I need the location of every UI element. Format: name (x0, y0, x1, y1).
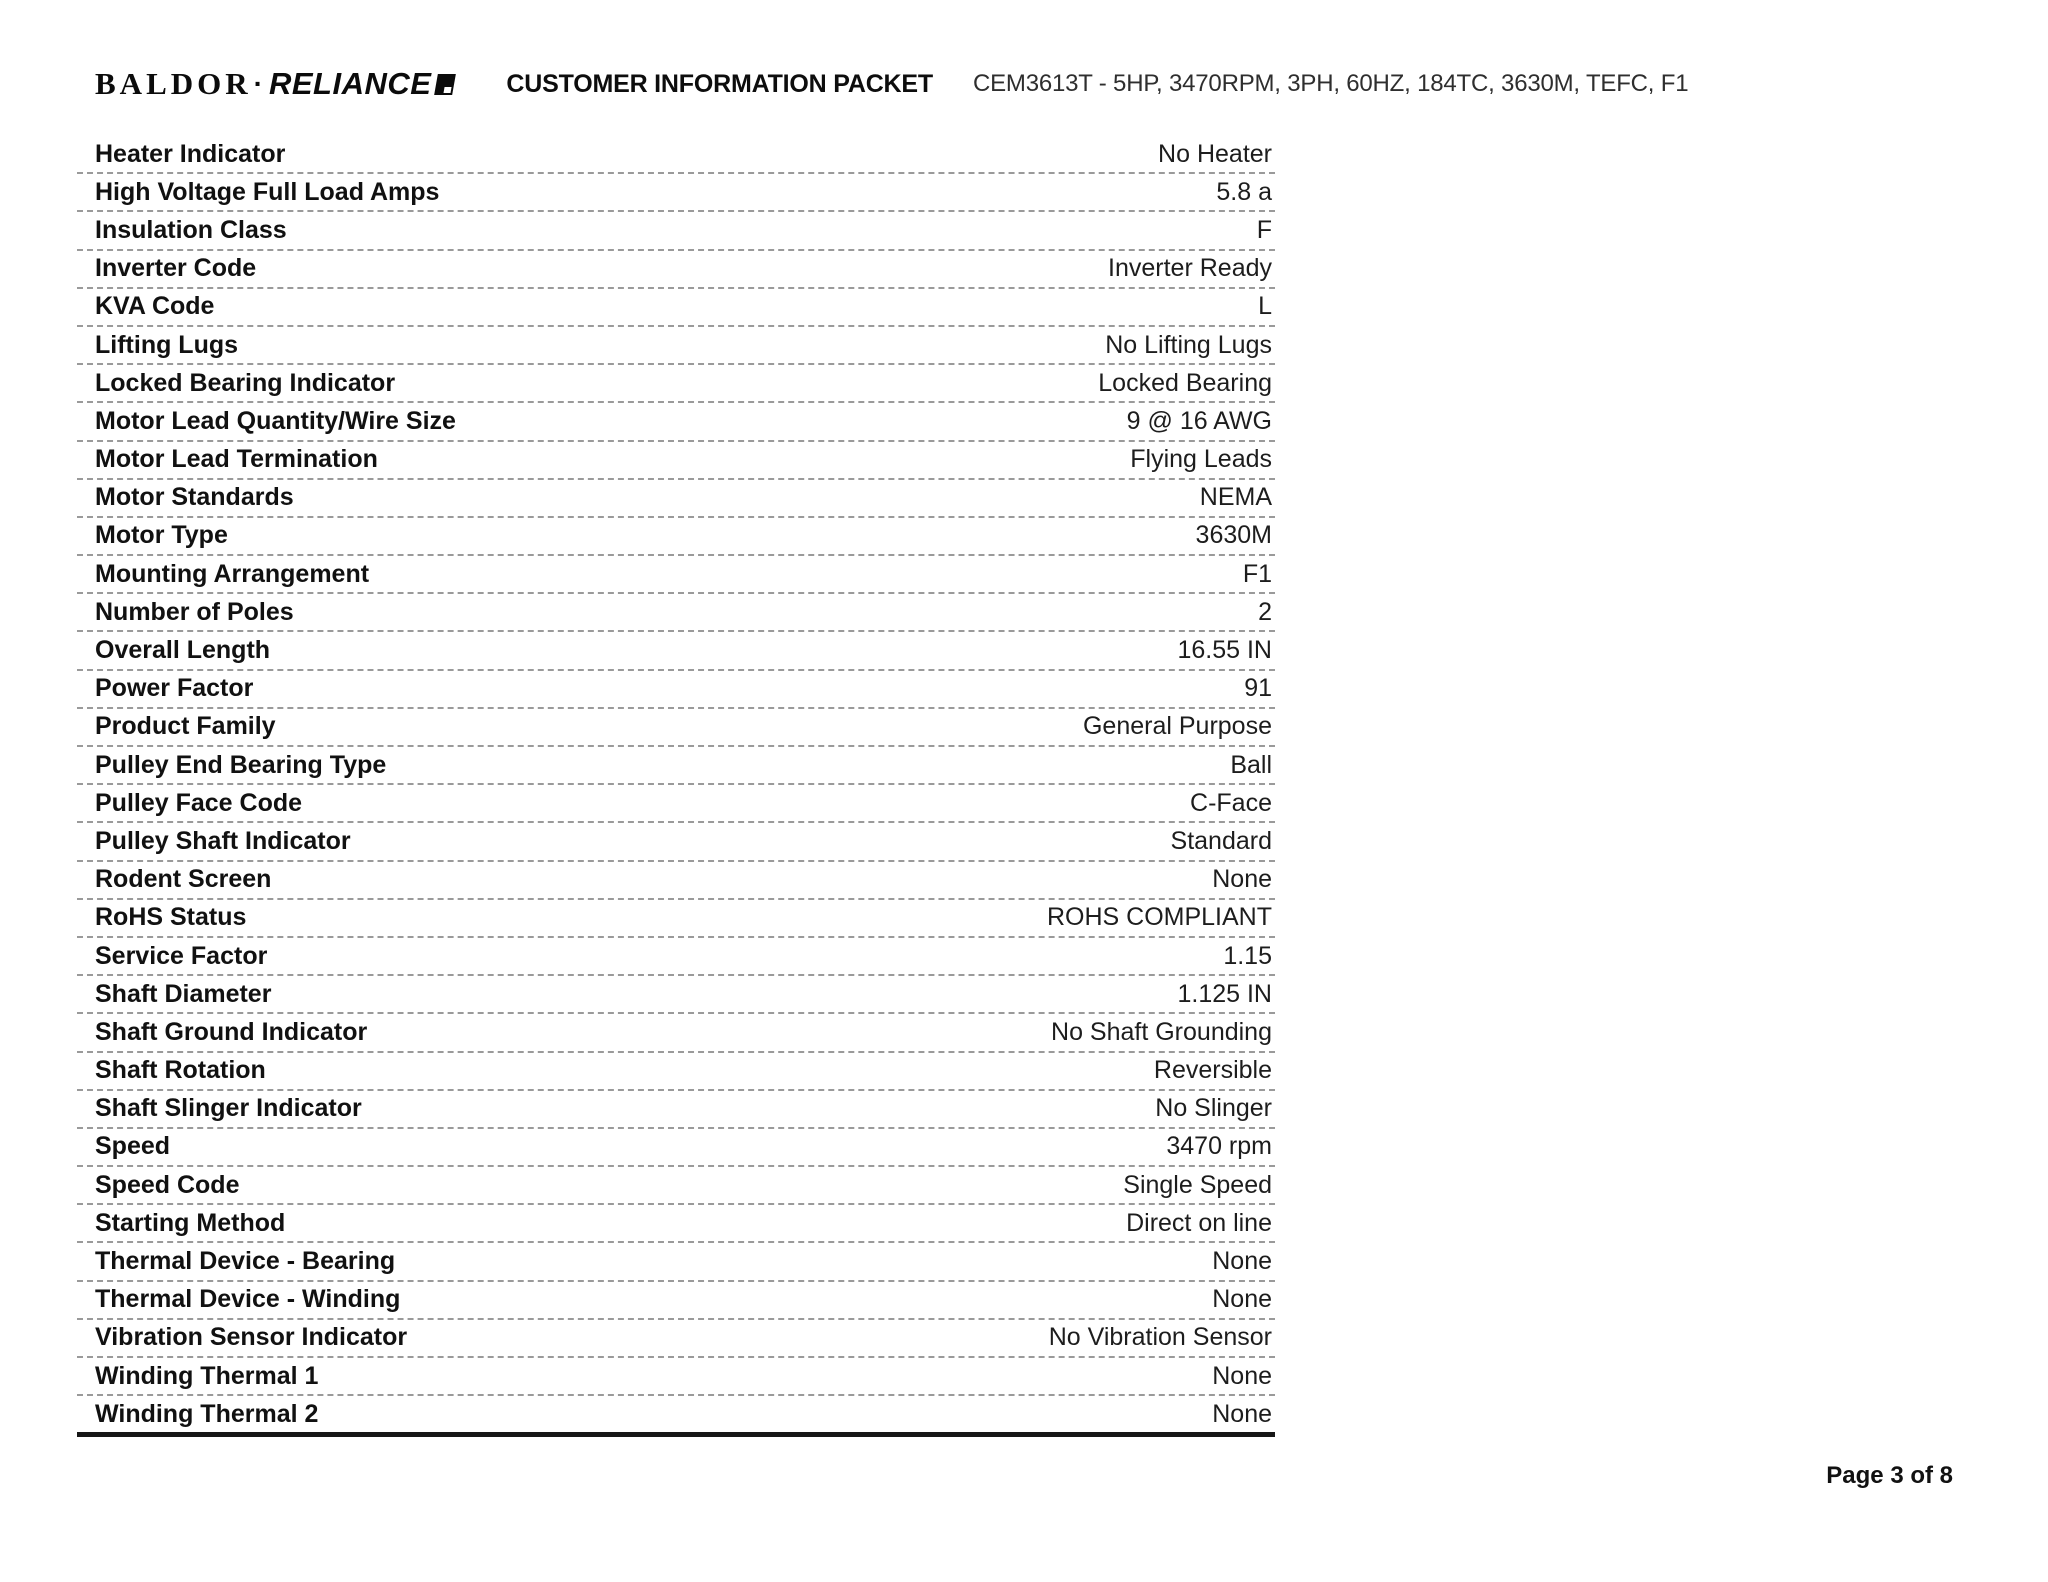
table-row (77, 403, 1275, 441)
row-label: Thermal Device - Bearing (95, 1247, 396, 1276)
row-value: Reversible (1153, 1056, 1272, 1085)
row-value: None (1212, 1361, 1272, 1390)
table-row (77, 747, 1275, 785)
row-label: Heater Indicator (95, 139, 286, 168)
row-label: KVA Code (95, 292, 215, 321)
table-row (77, 327, 1275, 365)
table-row (77, 289, 1275, 327)
row-value: 2 (1258, 597, 1272, 626)
row-label: Motor Type (95, 521, 228, 550)
table-row (77, 900, 1275, 938)
table-row (77, 1205, 1275, 1243)
row-value: No Shaft Grounding (1051, 1017, 1272, 1046)
logo-reliance-text: RELIANCE (268, 66, 432, 101)
row-label: Pulley End Bearing Type (95, 750, 387, 779)
table-row (77, 823, 1275, 861)
row-value: None (1212, 1247, 1272, 1276)
row-label: Motor Lead Termination (95, 445, 378, 474)
row-label: Shaft Ground Indicator (95, 1017, 368, 1046)
row-value: 91 (1244, 674, 1272, 703)
table-row (77, 594, 1275, 632)
row-value: None (1212, 1285, 1272, 1314)
row-value: Direct on line (1126, 1208, 1272, 1237)
row-label: Product Family (95, 712, 276, 741)
row-label: Lifting Lugs (95, 330, 239, 359)
row-value: None (1212, 865, 1272, 894)
row-value: Flying Leads (1130, 445, 1272, 474)
table-row (77, 136, 1275, 174)
row-value: NEMA (1199, 483, 1272, 512)
row-label: Mounting Arrangement (95, 559, 370, 588)
table-row (77, 785, 1275, 823)
row-value: 5.8 a (1216, 177, 1272, 206)
table-row (77, 1320, 1275, 1358)
row-value: F1 (1242, 559, 1272, 588)
row-value: L (1258, 292, 1272, 321)
row-label: Shaft Rotation (95, 1056, 266, 1085)
table-row (77, 1358, 1275, 1396)
row-label: Motor Lead Quantity/Wire Size (95, 406, 456, 435)
row-label: High Voltage Full Load Amps (95, 177, 440, 206)
table-row (77, 1053, 1275, 1091)
table-row (77, 480, 1275, 518)
row-label: Motor Standards (95, 483, 294, 512)
table-row (77, 1167, 1275, 1205)
logo-baldor-text: BALDOR (95, 66, 252, 101)
row-label: Pulley Shaft Indicator (95, 826, 351, 855)
table-row (77, 556, 1275, 594)
table-row (77, 212, 1275, 250)
row-label: Shaft Slinger Indicator (95, 1094, 362, 1123)
row-value: F (1256, 215, 1272, 244)
row-label: Overall Length (95, 636, 271, 665)
row-value: No Slinger (1155, 1094, 1272, 1123)
row-value: No Heater (1158, 139, 1272, 168)
table-row (77, 174, 1275, 212)
row-label: Thermal Device - Winding (95, 1285, 401, 1314)
row-label: Pulley Face Code (95, 788, 303, 817)
table-row (77, 1282, 1275, 1320)
row-label: Insulation Class (95, 215, 287, 244)
row-label: Inverter Code (95, 254, 257, 283)
product-spec-line: CEM3613T - 5HP, 3470RPM, 3PH, 60HZ, 184TC, 3630M, TEFC, F1 (972, 70, 1689, 97)
row-label: Number of Poles (95, 597, 294, 626)
row-value: Inverter Ready (1108, 254, 1272, 283)
spec-table (77, 136, 1275, 1437)
document-title: CUSTOMER INFORMATION PACKET (506, 69, 933, 98)
row-value: 1.125 IN (1177, 979, 1272, 1008)
row-value: Standard (1170, 826, 1272, 855)
table-row (77, 1091, 1275, 1129)
row-value: 9 @ 16 AWG (1126, 406, 1272, 435)
row-label: Vibration Sensor Indicator (95, 1323, 408, 1352)
row-label: Locked Bearing Indicator (95, 368, 396, 397)
row-value: 1.15 (1223, 941, 1272, 970)
table-row (77, 862, 1275, 900)
row-value: C-Face (1190, 788, 1272, 817)
table-row (77, 709, 1275, 747)
row-value: ROHS COMPLIANT (1046, 903, 1272, 932)
table-row (77, 1243, 1275, 1281)
table-row (77, 1014, 1275, 1052)
table-row (77, 632, 1275, 670)
page-number: Page 3 of 8 (1826, 1462, 1953, 1489)
row-value: 3470 rpm (1166, 1132, 1272, 1161)
table-row (77, 938, 1275, 976)
table-row (77, 251, 1275, 289)
row-value: No Lifting Lugs (1105, 330, 1272, 359)
table-row (77, 442, 1275, 480)
row-label: Speed (95, 1132, 171, 1161)
table-row (77, 1129, 1275, 1167)
row-value: 3630M (1195, 521, 1272, 550)
row-label: Speed Code (95, 1170, 240, 1199)
row-value: Ball (1230, 750, 1272, 779)
row-label: Winding Thermal 1 (95, 1361, 319, 1390)
table-row (77, 976, 1275, 1014)
row-value: No Vibration Sensor (1048, 1323, 1272, 1352)
row-label: Power Factor (95, 674, 254, 703)
baldor-reliance-logo (95, 66, 454, 102)
page-header (95, 62, 1988, 106)
row-value: Locked Bearing (1098, 368, 1272, 397)
table-row (77, 671, 1275, 709)
row-value: None (1212, 1399, 1272, 1428)
row-label: Starting Method (95, 1208, 286, 1237)
row-value: Single Speed (1123, 1170, 1272, 1199)
row-label: Service Factor (95, 941, 268, 970)
row-label: Winding Thermal 2 (95, 1399, 319, 1428)
row-label: Shaft Diameter (95, 979, 272, 1008)
row-label: RoHS Status (95, 903, 247, 932)
table-row (77, 365, 1275, 403)
table-row (77, 1396, 1275, 1432)
logo-flag-icon (435, 74, 457, 95)
row-value: General Purpose (1082, 712, 1272, 741)
table-row (77, 518, 1275, 556)
logo-dot-separator: · (253, 68, 263, 99)
row-value: 16.55 IN (1177, 636, 1272, 665)
row-label: Rodent Screen (95, 865, 272, 894)
